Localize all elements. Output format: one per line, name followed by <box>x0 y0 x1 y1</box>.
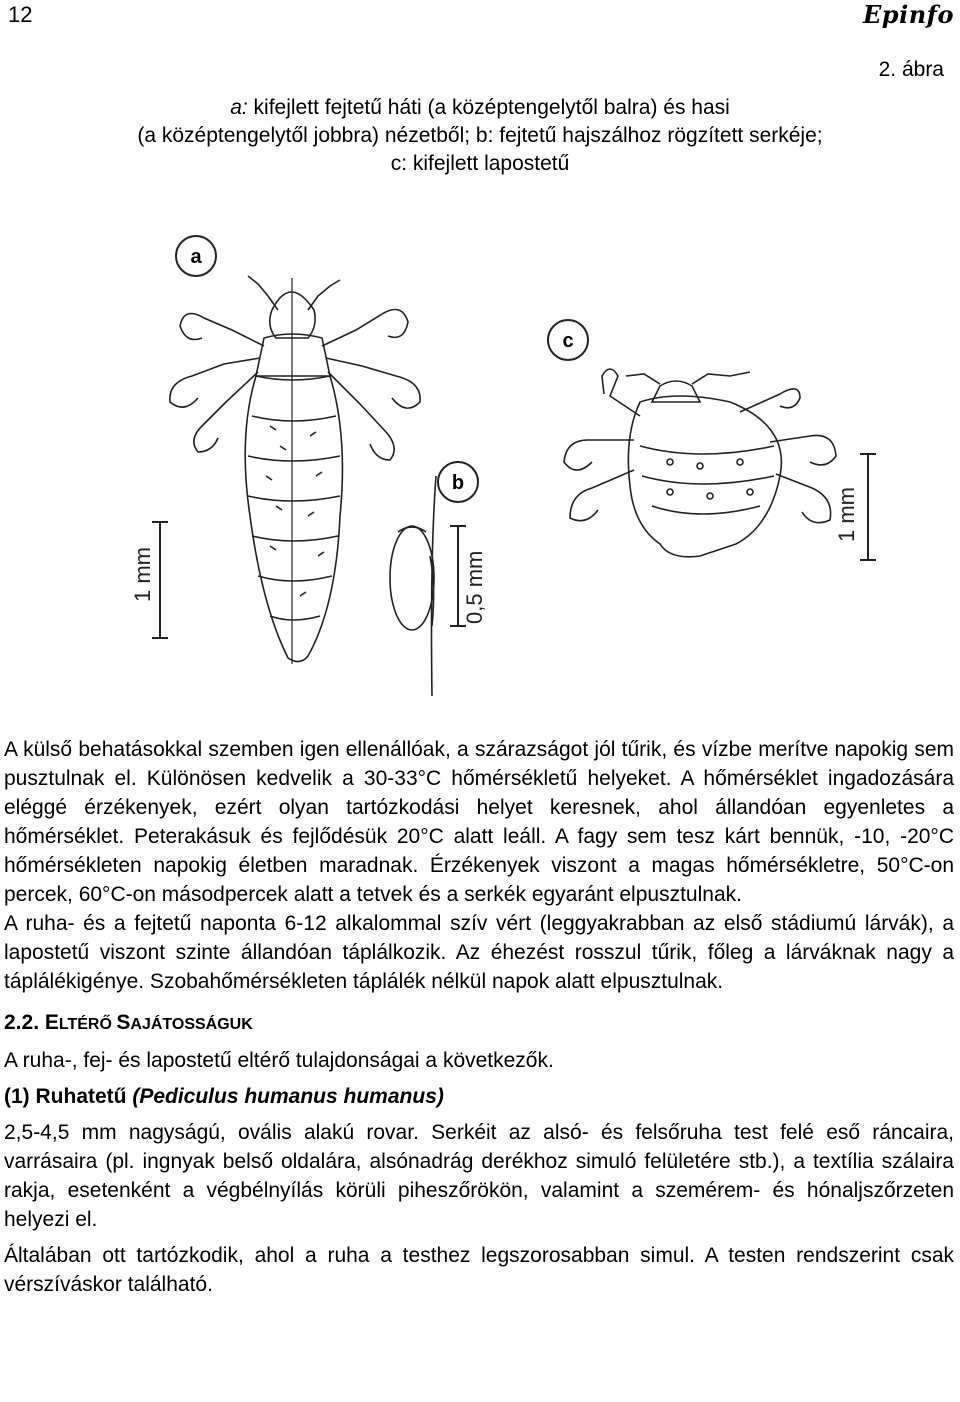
scale-bar-b <box>450 526 487 626</box>
paragraph-body-louse: 2,5-4,5 mm nagyságú, ovális alakú rovar. Serkéit az alsó- és felsőruha test felé eső ráncaira, varrásaira (pl. ingnyak belső oldalára, alsónadrág derékhoz simuló felületére stb.), a textília szálaira rakja, esetenként a végbélnyílás körüli piheszőrökön, valamint a szemérem- és hónaljszőrzeten helyezi el. <box>4 1121 954 1231</box>
body-text <box>4 735 954 1299</box>
svg-text:1 mm: 1 mm <box>130 547 155 602</box>
marker-a <box>176 236 216 276</box>
figure-label: 2. ábra <box>878 58 944 81</box>
paragraph-intro: A ruha-, fej- és lapostetű eltérő tulajdonságai a következők. <box>4 1049 554 1072</box>
crab-louse-drawing <box>564 369 836 557</box>
page-number: 12 <box>8 2 33 27</box>
svg-text:1 mm: 1 mm <box>834 487 859 542</box>
head-louse-drawing <box>170 276 420 664</box>
caption-line-3: c: kifejlett lapostetű <box>390 152 570 175</box>
sub-heading-body-louse: (1) Ruhatetű (Pediculus humanus humanus) <box>4 1085 444 1108</box>
svg-text:b: b <box>451 472 465 494</box>
scale-bar-a <box>130 522 168 638</box>
paragraph-feeding: A ruha- és a fejtetű naponta 6-12 alkalommal szív vért (leggyakrabban az első stádiumú lárvák), a lapostetű viszont szinte állandóan táplálkozik. Az éhezést rosszul tűrik, főleg a lárváknak nagy a táplálékigénye. Szobahőmérsékleten táplálék nélkül napok alatt elpusztulnak. <box>4 912 954 993</box>
lice-illustration <box>130 226 900 696</box>
marker-b <box>438 462 478 502</box>
caption-line-1: a: kifejlett fejtetű háti (a középtengelytől balra) és hasi <box>230 96 730 119</box>
section-heading: 2.2. ELTÉRŐ SAJÁTOSSÁGUK <box>4 1011 253 1034</box>
svg-text:c: c <box>562 330 574 352</box>
paragraph-resistance: A külső behatásokkal szemben igen ellenállóak, a szárazságot jól tűrik, és vízbe merítve napokig sem pusztulnak el. Különösen kedvelik a 30-33°C hőmérsékletű helyeket. A hőmérséklet ingadozására eléggé érzékenyek, ezért olyan tartózkodási helyet keresnek, ahol állandóan egyenletes a hőmérséklet. Peterakásuk és fejlődésük 20°C alatt leáll. A fagy sem tesz kárt bennük, -10, -20°C hőmérsékleten napokig életben maradnak. Érzékenyek viszont a magas hőmérsékletre, 50°C-on percek, 60°C-on másodpercek alatt a tetvek és a serkék egyaránt elpusztulnak. <box>4 738 954 906</box>
brand-logo: Epinfo <box>863 0 954 29</box>
nit-drawing <box>390 476 436 696</box>
figure-caption <box>0 94 960 178</box>
svg-text:0,5 mm: 0,5 mm <box>462 550 487 624</box>
marker-c <box>548 320 588 360</box>
caption-line-2: (a középtengelytől jobbra) nézetből; b: fejtetű hajszálhoz rögzített serkéje; <box>137 124 823 147</box>
scale-bar-c <box>834 454 876 560</box>
paragraph-location: Általában ott tartózkodik, ahol a ruha a testhez legszorosabban simul. A testen rendszerint csak vérszíváskor található. <box>4 1244 954 1296</box>
svg-text:a: a <box>190 246 202 268</box>
